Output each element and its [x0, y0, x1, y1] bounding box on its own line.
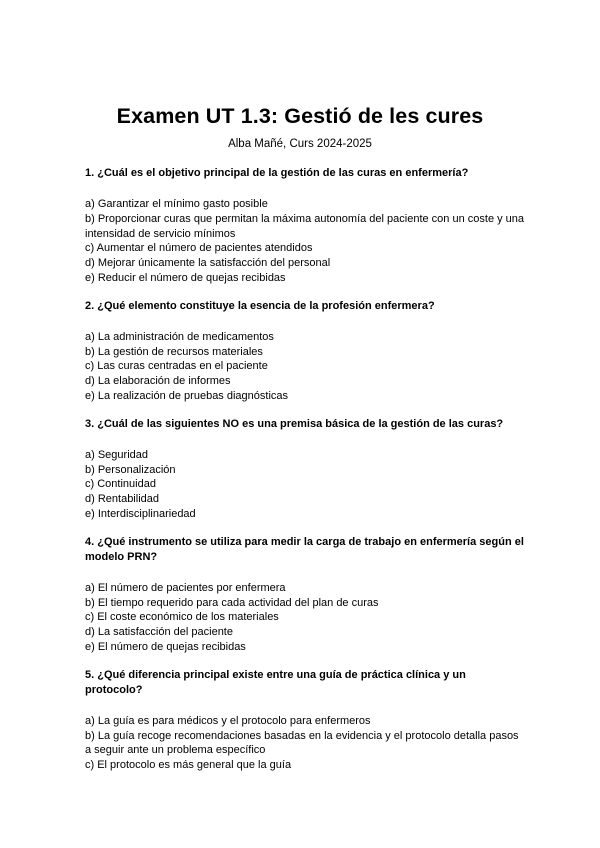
option: a) La administración de medicamentos	[85, 330, 274, 343]
option: d) La elaboración de informes	[85, 375, 231, 388]
question-3	[85, 417, 525, 522]
option: d) Mejorar únicamente la satisfacción del personal	[85, 257, 331, 270]
option: e) Interdisciplinariedad	[85, 507, 196, 520]
option-list	[85, 330, 525, 404]
option: e) Reducir el número de quejas recibidas	[85, 271, 286, 284]
option: c) Continuidad	[85, 478, 156, 491]
option-list	[85, 714, 525, 773]
option: b) El tiempo requerido para cada actividad del plan de curas	[85, 596, 379, 609]
question-text: 3. ¿Cuál de las siguientes NO es una premisa básica de la gestión de las curas?	[85, 417, 504, 430]
page-title: Examen UT 1.3: Gestió de les cures	[116, 104, 484, 128]
option: b) Proporcionar curas que permitan la máxima autonomía del paciente con un coste y una intensidad de servicio mínimos	[85, 212, 525, 240]
option: b) La guía recoge recomendaciones basadas en la evidencia y el protocolo detalla pasos a seguir ante un problema específico	[85, 729, 519, 757]
question-text: 4. ¿Qué instrumento se utiliza para medir la carga de trabajo en enfermería según el modelo PRN?	[85, 535, 524, 563]
question-text: 1. ¿Cuál es el objetivo principal de la gestión de las curas en enfermería?	[85, 167, 469, 179]
option: e) El número de quejas recibidas	[85, 640, 246, 653]
question-2	[85, 299, 525, 404]
question-1	[85, 166, 525, 286]
question-text: 2. ¿Qué elemento constituye la esencia de la profesión enfermera?	[85, 299, 435, 312]
option: a) La guía es para médicos y el protocolo para enfermeros	[85, 714, 371, 727]
option-list	[85, 581, 525, 655]
question-4	[85, 535, 525, 655]
option: c) El coste económico de los materiales	[85, 611, 279, 624]
option: b) Personalización	[85, 463, 176, 476]
option: c) El protocolo es más general que la guía	[85, 759, 292, 772]
option: d) La satisfacción del paciente	[85, 626, 233, 639]
author-line: Alba Mañé, Curs 2024-2025	[228, 138, 372, 150]
option: c) Aumentar el número de pacientes atendidos	[85, 242, 313, 255]
option-list	[85, 197, 525, 286]
option: c) Las curas centradas en el paciente	[85, 360, 268, 373]
option: a) El número de pacientes por enfermera	[85, 581, 286, 594]
question-list	[85, 166, 525, 773]
option: b) La gestión de recursos materiales	[85, 345, 263, 358]
question-text: 5. ¿Qué diferencia principal existe entre una guía de práctica clínica y un protocolo?	[85, 668, 466, 696]
option: d) Rentabilidad	[85, 493, 159, 506]
option: a) Seguridad	[85, 448, 148, 461]
option: a) Garantizar el mínimo gasto posible	[85, 198, 268, 210]
question-5	[85, 668, 525, 773]
option: e) La realización de pruebas diagnósticas	[85, 389, 289, 402]
option-list	[85, 448, 525, 522]
